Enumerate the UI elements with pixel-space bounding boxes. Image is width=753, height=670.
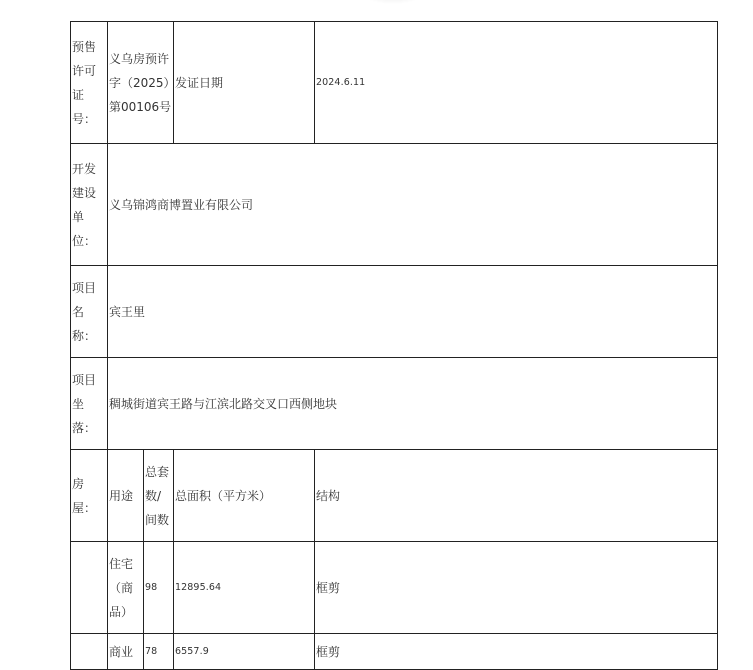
structure-cell: 框剪 [315, 542, 718, 634]
project-name-value: 宾王里 [108, 266, 718, 358]
structure-cell: 框剪 [315, 634, 718, 670]
developer-label: 开发建设单位： [71, 144, 108, 266]
units-cell: 98 [144, 542, 174, 634]
top-scroll-shadow [360, 0, 426, 4]
developer-value: 义乌锦鸿商博置业有限公司 [108, 144, 718, 266]
total-area-header: 总面积（平方米） [174, 450, 315, 542]
developer-row [71, 144, 718, 266]
table-row [71, 542, 718, 634]
license-number: 义乌房预许字（2025）第00106号 [108, 22, 174, 144]
project-location-row [71, 358, 718, 450]
project-name-label: 项目名称： [71, 266, 108, 358]
license-label: 预售许可证号： [71, 22, 108, 144]
usage-header: 用途 [108, 450, 144, 542]
presale-permit-table [70, 21, 718, 670]
project-location-label: 项目坐落： [71, 358, 108, 450]
housing-header-row [71, 450, 718, 542]
empty-cell [71, 634, 108, 670]
area-cell: 12895.64 [174, 542, 315, 634]
total-units-header: 总套数/间数 [144, 450, 174, 542]
structure-header: 结构 [315, 450, 718, 542]
housing-label: 房屋： [71, 450, 108, 542]
issue-date-value: 2024.6.11 [315, 22, 718, 144]
units-cell: 78 [144, 634, 174, 670]
license-row [71, 22, 718, 144]
project-name-row [71, 266, 718, 358]
project-location-value: 稠城街道宾王路与江滨北路交叉口西侧地块 [108, 358, 718, 450]
area-cell: 6557.9 [174, 634, 315, 670]
table-row [71, 634, 718, 670]
empty-cell [71, 542, 108, 634]
usage-cell: 住宅（商品） [108, 542, 144, 634]
issue-date-label: 发证日期 [174, 22, 315, 144]
usage-cell: 商业 [108, 634, 144, 670]
